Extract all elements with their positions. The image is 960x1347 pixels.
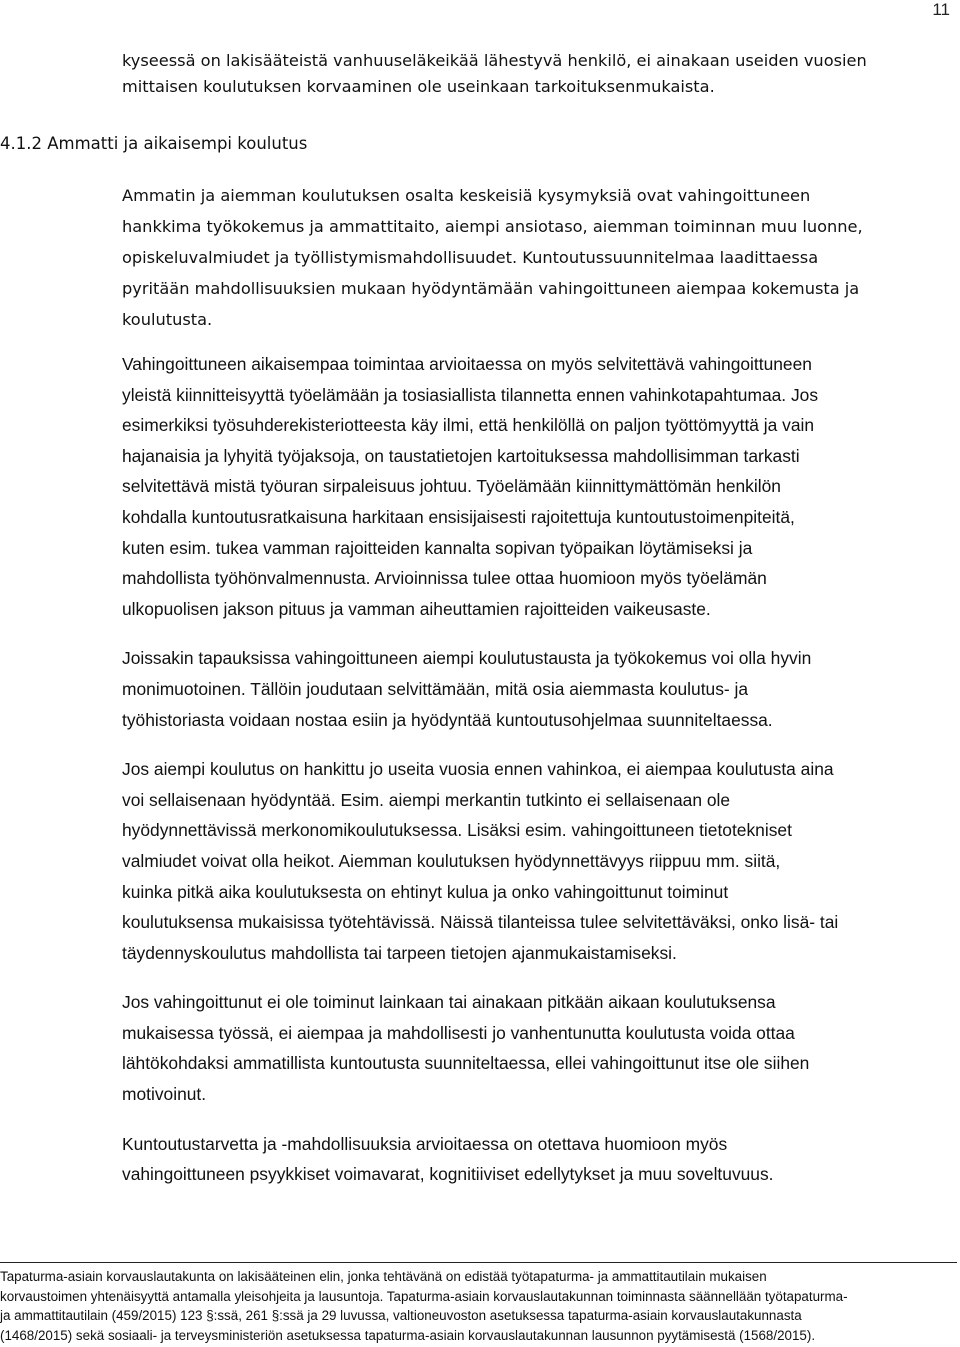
text-line: Joissakin tapauksissa vahingoittuneen aiempi koulutustausta ja työkokemus voi olla hyvin <box>122 648 812 669</box>
text-line: hajanaisia ja lyhyitä työjaksoja, on taustatietojen kartoituksessa mahdollisimman tarkasti <box>122 445 800 466</box>
body-text <box>122 349 940 1209</box>
text-line: kohdalla kuntoutusratkaisuna harkitaan ensisijaisesti rajoitettuja kuntoutustoimenpiteitä, <box>122 506 795 527</box>
text-line: hyödynnettävissä merkonomikoulutuksessa. Lisäksi esim. vahingoittuneen tietotekniset <box>122 820 792 841</box>
text-line: vahingoittuneen psyykkiset voimavarat, kognitiiviset edellytykset ja muu soveltuvuus. <box>122 1164 774 1185</box>
text-line: hankkima työkokemus ja ammattitaito, aiempi ansiotaso, aiemman toiminnan muu luonne, <box>122 217 863 236</box>
paragraph-old-education <box>122 754 940 968</box>
paragraph-psychological-resources <box>122 1129 940 1190</box>
text-line: pyritään mahdollisuuksien mukaan hyödyntämään vahingoittuneen aiempaa kokemusta ja <box>122 279 860 298</box>
text-line: mittaisen koulutuksen korvaaminen ole useinkaan tarkoituksenmukaista. <box>122 77 715 96</box>
paragraph-previous-work-history <box>122 349 940 624</box>
text-line: valmiudet voivat olla heikot. Aiemman koulutuksen hyödynnettävyys riippuu mm. siitä, <box>122 850 781 871</box>
text-line: koulutuksensa mukaisissa työtehtävissä. Näissä tilanteissa tulee selvitettäväksi, onko lisä- tai <box>122 912 839 933</box>
footer-line: Tapaturma-asiain korvauslautakunta on lakisääteinen elin, jonka tehtävänä on edistää työtapaturma- ja ammattitautilain mukaisen <box>0 1269 767 1284</box>
text-line: monimuotoinen. Tällöin joudutaan selvittämään, mitä osia aiemmasta koulutus- ja <box>122 678 749 699</box>
paragraph-no-practice <box>122 987 940 1109</box>
text-line: yleistä kiinnitteisyyttä työelämään ja tosiasiallista tilannetta ennen vahinkotapahtumaa. Jos <box>122 384 819 405</box>
text-line: ulkopuolisen jakson pituus ja vamman aiheuttamien rajoitteiden vaikeusaste. <box>122 598 711 619</box>
text-line: kyseessä on lakisääteistä vanhuuseläkeikää lähestyvä henkilö, ei ainakaan useiden vuosien <box>122 51 867 70</box>
text-line: koulutusta. <box>122 310 213 329</box>
text-line: kuten esim. tukea vamman rajoitteiden kannalta sopivan työpaikan löytämiseksi ja <box>122 537 753 558</box>
text-line: Kuntoutustarvetta ja -mahdollisuuksia arvioitaessa on otettava huomioon myös <box>122 1133 728 1154</box>
text-line: esimerkiksi työsuhderekisteriotteesta käy ilmi, että henkilöllä on paljon työttömyyttä ja vain <box>122 415 815 436</box>
section-heading: 4.1.2 Ammatti ja aikaisempi koulutus <box>0 134 308 153</box>
text-line: lähtökohdaksi ammatillista kuntoutusta suunniteltaessa, ellei vahingoittunut itse ole siihen <box>122 1053 810 1074</box>
text-line: Vahingoittuneen aikaisempaa toimintaa arvioitaessa on myös selvitettävä vahingoittuneen <box>122 354 812 374</box>
text-line: mukaisessa työssä, ei aiempaa ja mahdollisesti jo vanhentunutta koulutusta voida ottaa <box>122 1022 795 1043</box>
text-line: työhistoriasta voidaan nostaa esiin ja hyödyntää kuntoutusohjelmaa suunniteltaessa. <box>122 709 773 730</box>
text-line: selvitettävä mistä työuran sirpaleisuus johtuu. Työelämään kiinnittymättömän henkilön <box>122 476 781 497</box>
footer-divider <box>0 1262 957 1263</box>
footer-line: ja ammattitautilain (459/2015) 123 §:ssä, 261 §:ssä ja 29 luvussa, valtioneuvoston asetuksessa tapaturma-asiain korvauslautakunnasta <box>0 1308 802 1324</box>
text-line: mahdollista työhönvalmennusta. Arvioinnissa tulee ottaa huomioon myös työelämän <box>122 568 767 589</box>
text-line: kuinka pitkä aika koulutuksesta on ehtinyt kulua ja onko vahingoittunut toiminut <box>122 881 729 902</box>
text-line: opiskeluvalmiudet ja työllistymismahdollisuudet. Kuntoutussuunnitelmaa laadittaessa <box>122 248 819 267</box>
text-line: motivoinut. <box>122 1084 207 1105</box>
text-line: Ammatin ja aiemman koulutuksen osalta keskeisiä kysymyksiä ovat vahingoittuneen <box>122 186 811 205</box>
footer-note <box>0 1267 955 1346</box>
text-line: voi sellaisenaan hyödyntää. Esim. aiempi merkantin tutkinto ei sellaisenaan ole <box>122 789 731 810</box>
text-line: täydennyskoulutus mahdollista tai tarpeen tietojen ajanmukaistamiseksi. <box>122 942 677 963</box>
footer-line: korvaustoimen yhtenäisyyttä antamalla yleisohjeita ja lausuntoja. Tapaturma-asiain korvauslautakunnan toiminnasta säännellään työtapaturma- <box>0 1288 848 1304</box>
paragraph-diverse-background <box>122 643 940 735</box>
footer-line: (1468/2015) sekä sosiaali- ja terveysministeriön asetuksessa tapaturma-asiain korvauslautakunnan lausunnon pyytämisestä (1568/2015). <box>0 1328 816 1344</box>
text-line: Jos vahingoittunut ei ole toiminut lainkaan tai ainakaan pitkään aikaan koulutuksensa <box>122 992 776 1013</box>
section-first-paragraph <box>122 180 937 335</box>
page-number: 11 <box>932 0 950 19</box>
text-line: Jos aiempi koulutus on hankittu jo useita vuosia ennen vahinkoa, ei aiempaa koulutusta aina <box>122 759 834 780</box>
intro-paragraph <box>122 48 937 100</box>
